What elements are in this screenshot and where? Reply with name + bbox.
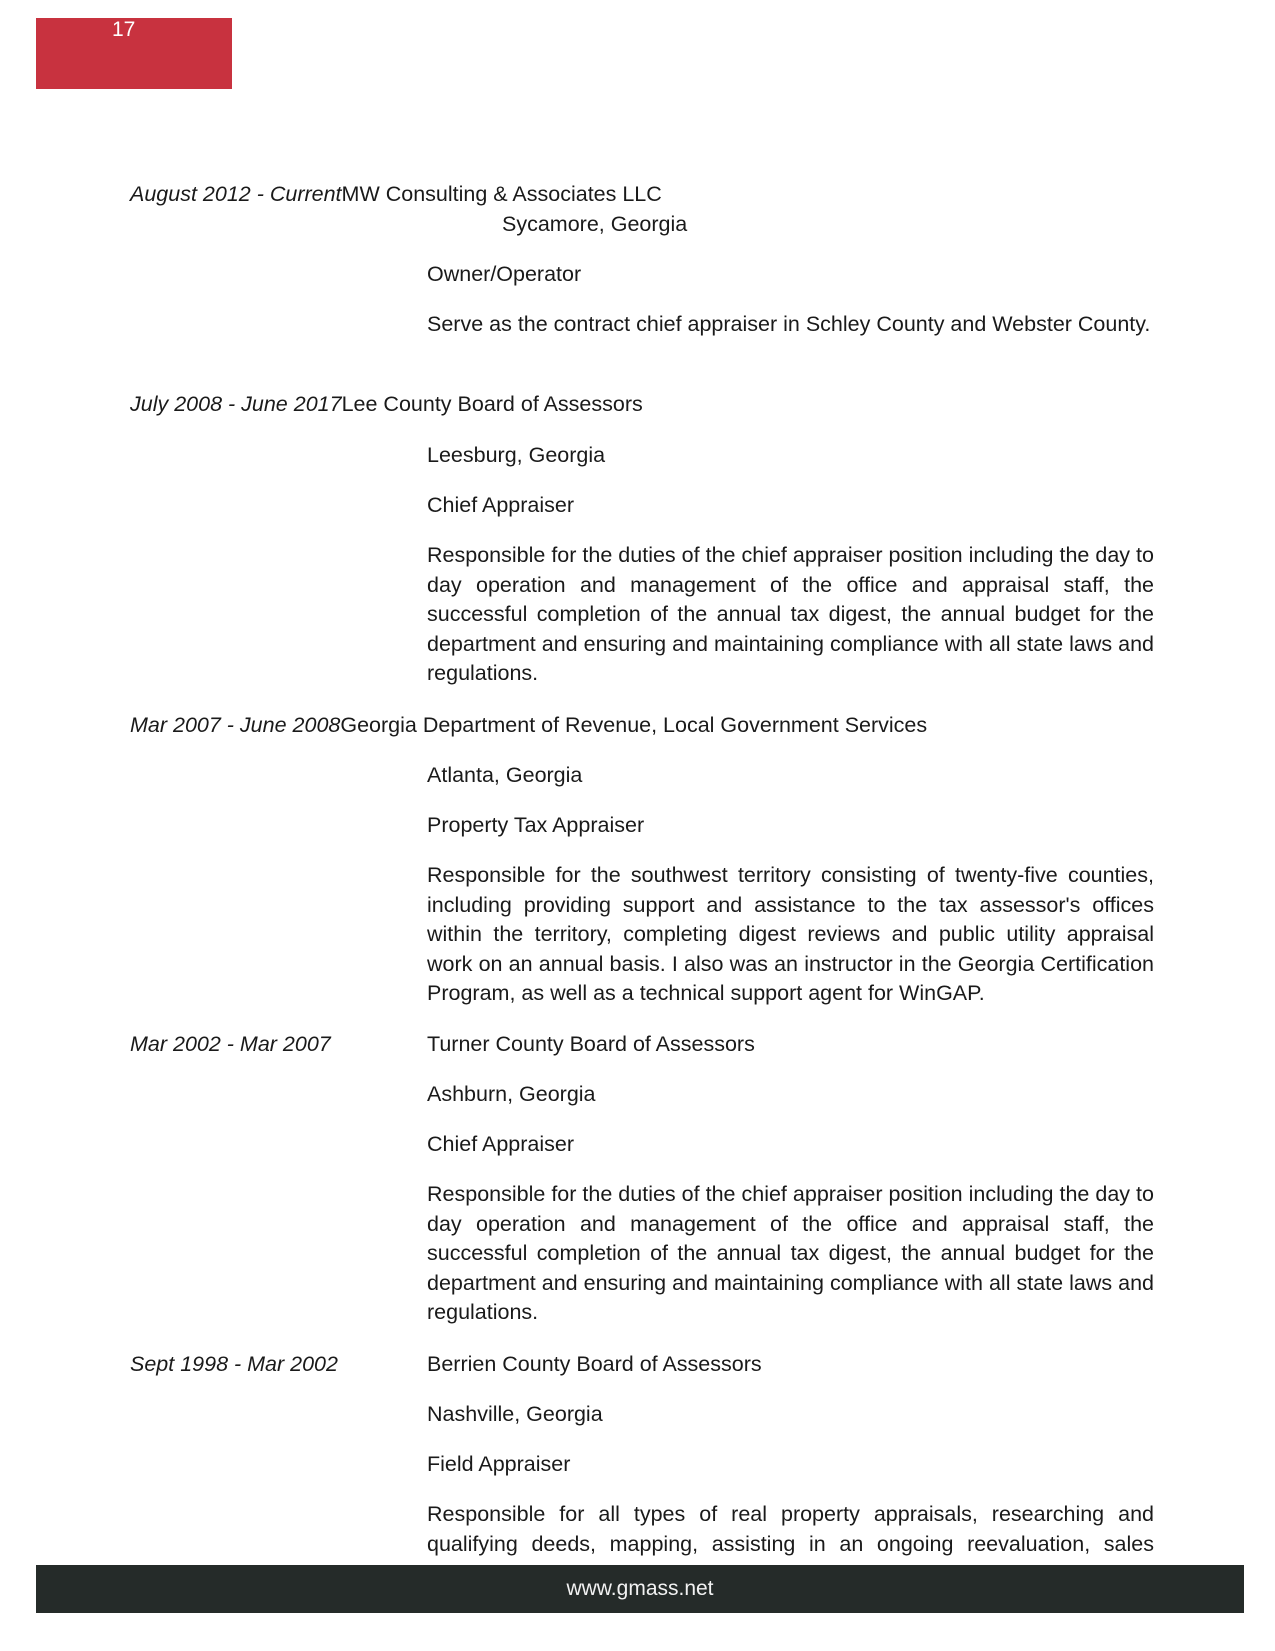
entry-organization: Georgia Department of Revenue, Local Government Services [340, 713, 928, 737]
entry-location: Atlanta, Georgia [427, 763, 583, 787]
footer-bar [36, 1565, 1244, 1613]
entry-title: Owner/Operator [427, 262, 582, 286]
page-number-banner [36, 18, 232, 89]
entry-dates: Mar 2002 - Mar 2007 [130, 1032, 331, 1056]
entry-title: Field Appraiser [427, 1452, 571, 1476]
entry-description: Serve as the contract chief appraiser in Schley County and Webster County. [427, 312, 1151, 336]
entry-location: Nashville, Georgia [427, 1402, 603, 1426]
footer-url[interactable]: www.gmass.net [566, 1577, 714, 1600]
entry-location: Leesburg, Georgia [427, 443, 606, 467]
entry-organization: Berrien County Board of Assessors [427, 1352, 762, 1376]
entry-description: Responsible for all types of real property appraisals, researching and qualifying deeds, mapping, assisting in an ongoing reevaluation, sales [427, 1502, 1154, 1556]
entry-organization: Turner County Board of Assessors [427, 1032, 755, 1056]
entry-dates: Sept 1998 - Mar 2002 [130, 1352, 338, 1376]
entry-dates: July 2008 - June 2017 [130, 392, 342, 416]
page-number: 17 [112, 18, 136, 41]
entry-location: Sycamore, Georgia [502, 212, 688, 236]
entry-organization: Lee County Board of Assessors [341, 392, 643, 416]
entry-description: Responsible for the duties of the chief appraiser position including the day to day operation and management of the office and appraisal staff, the successful completion of the annual tax digest, the annual budget for the department and ensuring and maintaining compliance with all state laws and regulations. [427, 543, 1154, 686]
entry-title: Property Tax Appraiser [427, 813, 645, 837]
entry-dates: Mar 2007 - June 2008 [130, 713, 341, 737]
entry-dates: August 2012 - Current [130, 182, 342, 206]
entry-organization: MW Consulting & Associates LLC [341, 182, 662, 206]
entry-location: Ashburn, Georgia [427, 1082, 596, 1106]
entry-description: Responsible for the duties of the chief appraiser position including the day to day operation and management of the office and appraisal staff, the successful completion of the annual tax digest, the annual budget for the department and ensuring and maintaining compliance with all state laws and regulations. [427, 1182, 1154, 1325]
entry-title: Chief Appraiser [427, 1132, 574, 1156]
entry-title: Chief Appraiser [427, 493, 574, 517]
entry-description: Responsible for the southwest territory consisting of twenty-five counties, including providing support and assistance to the tax assessor's offices within the territory, completing digest reviews and public utility appraisal work on an annual basis. I also was an instructor in the Georgia Certification Program, as well as a technical support agent for WinGAP. [427, 863, 1154, 1006]
